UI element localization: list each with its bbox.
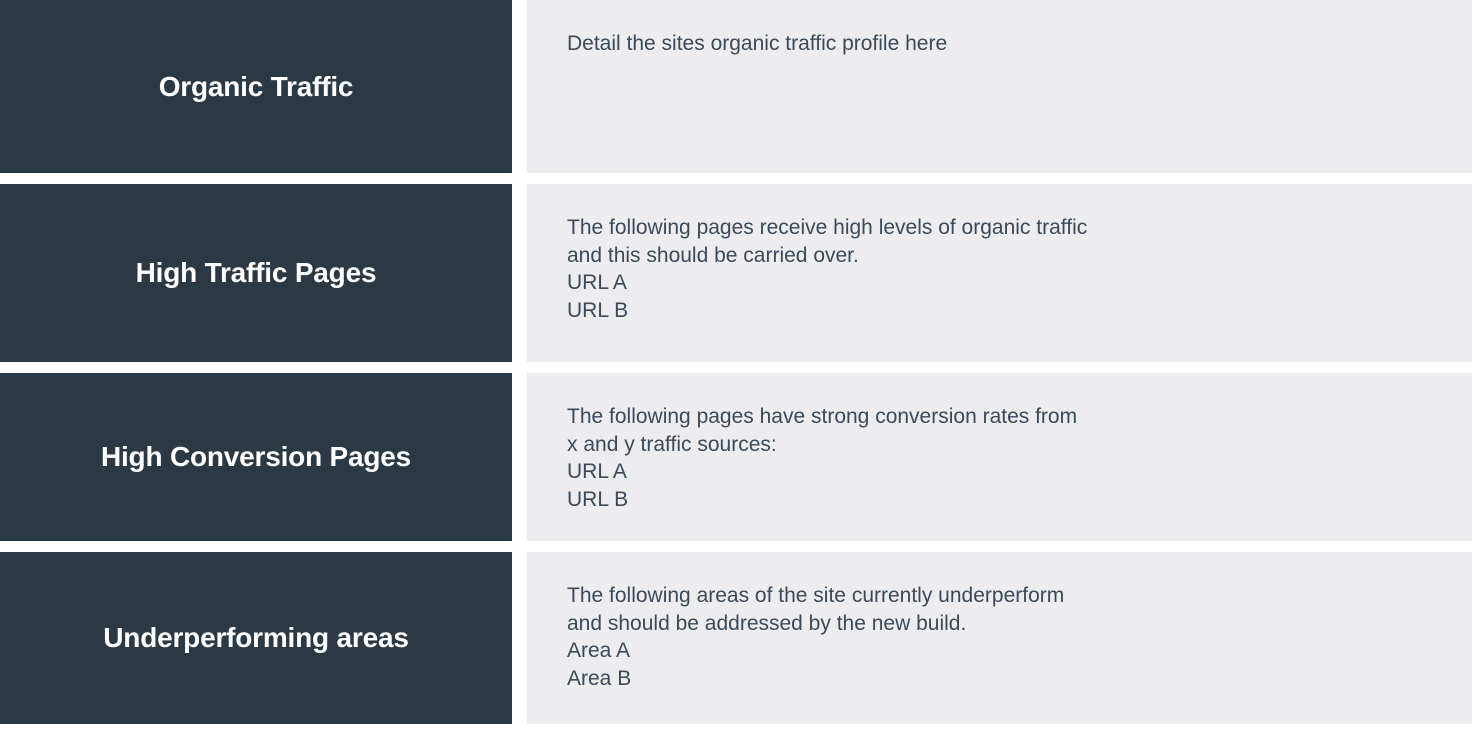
- row-label-cell-high-conversion-pages: [0, 373, 512, 541]
- row-label: Underperforming areas: [103, 622, 409, 654]
- row-label: High Conversion Pages: [100, 441, 412, 473]
- body-line: URL A: [567, 460, 627, 484]
- row-body-cell-high-conversion-pages: [527, 373, 1472, 541]
- table-row: [0, 552, 1472, 724]
- row-body-cell-underperforming-areas: [527, 552, 1472, 724]
- row-body-cell-high-traffic-pages: [527, 184, 1472, 362]
- body-line: Detail the sites organic traffic profile here: [567, 32, 948, 55]
- table-row: [0, 184, 1472, 362]
- body-line: and this should be carried over.: [567, 243, 859, 267]
- body-line: URL B: [567, 299, 629, 323]
- row-label: High Traffic Pages: [135, 257, 377, 289]
- body-line: The following areas of the site currently underperform: [567, 584, 1065, 607]
- body-line: x and y traffic sources:: [567, 432, 777, 456]
- body-line: URL A: [567, 271, 627, 295]
- row-label-cell-organic-traffic: [0, 0, 512, 173]
- column-gap: [512, 373, 527, 541]
- column-gap: [512, 184, 527, 362]
- row-body-cell-organic-traffic: [527, 0, 1472, 173]
- body-line: Area A: [567, 639, 631, 663]
- body-line: URL B: [567, 488, 629, 512]
- column-gap: [512, 552, 527, 724]
- body-line: The following pages have strong conversion rates from: [567, 405, 1078, 428]
- table-row: [0, 0, 1472, 173]
- body-line: and should be addressed by the new build.: [567, 611, 967, 635]
- column-gap: [512, 0, 527, 173]
- row-label: Organic Traffic: [158, 70, 354, 102]
- row-label-cell-high-traffic-pages: [0, 184, 512, 362]
- table-row: [0, 373, 1472, 541]
- body-line: Area B: [567, 667, 632, 691]
- body-line: The following pages receive high levels of organic traffic: [567, 216, 1088, 239]
- row-label-cell-underperforming-areas: [0, 552, 512, 724]
